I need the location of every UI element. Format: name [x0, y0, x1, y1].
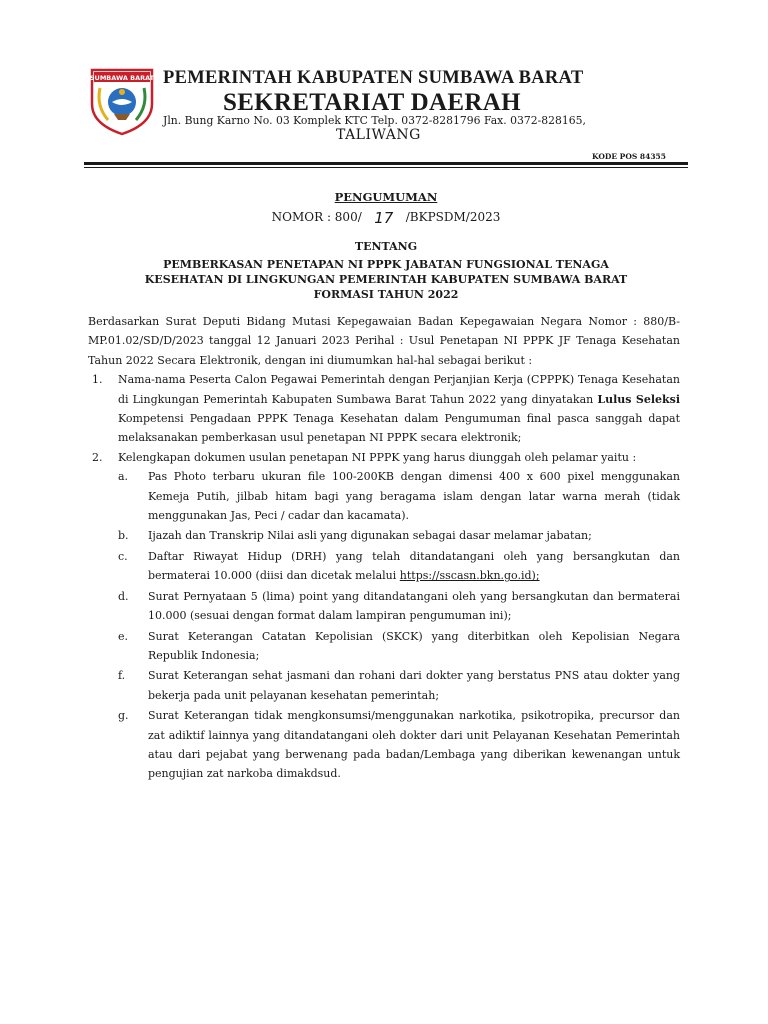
sub-list-item	[118, 666, 680, 705]
office-city: TALIWANG	[336, 127, 421, 143]
subject-line-2: KESEHATAN DI LINGKUNGAN PEMERINTAH KABUPATEN SUMBAWA BARAT	[144, 273, 628, 286]
government-name: PEMERINTAH KABUPATEN SUMBAWA BARAT	[163, 68, 584, 88]
sub-item-letter: c.	[118, 549, 128, 563]
list-item	[88, 448, 680, 784]
sub-item-text: Surat Keterangan sehat jasmani dan rohani dari dokter yang berstatus PNS atau dokter yang bekerja pada unit pelayanan kesehatan pemerintah;	[148, 669, 680, 702]
sub-item-letter: g.	[118, 709, 129, 723]
regency-logo	[86, 66, 158, 136]
item-number: 2.	[92, 450, 103, 464]
postal-code: KODE POS 84355	[592, 152, 666, 161]
sub-item-text: Surat Keterangan Catatan Kepolisian (SKCK) yang diterbitkan oleh Kepolisian Negara Republik Indonesia;	[148, 629, 680, 662]
sub-list-item	[118, 706, 680, 784]
announcement-number	[84, 207, 688, 225]
number-prefix: NOMOR : 800/	[271, 210, 362, 224]
main-list	[88, 370, 680, 784]
sub-item-text: Surat Keterangan tidak mengkonsumsi/menggunakan narkotika, psikotropika, precursor dan zat adiktif lainnya yang ditandatangani oleh dokter dari unit Pelayanan Kesehatan Pemerintah atau dari pejabat yang berwenang pada badan/Lembaga yang diberikan kewenangan untuk pengujian zat narkoba dimakdsud.	[148, 709, 680, 781]
sscasn-link[interactable]: https://sscasn.bkn.go.id);	[399, 569, 540, 583]
announcement-body	[88, 312, 680, 785]
list-item	[88, 370, 680, 448]
sub-item-letter: e.	[118, 629, 129, 643]
sub-list-item	[118, 587, 680, 626]
announcement-subject	[84, 257, 688, 302]
office-address: Jln. Bung Karno No. 03 Komplek KTC Telp. 0372-8281796 Fax. 0372-828165,	[163, 114, 586, 127]
svg-text:SUMBAWA BARAT: SUMBAWA BARAT	[89, 74, 155, 82]
item-text: Kelengkapan dokumen usulan penetapan NI PPPK yang harus diunggah oleh pelamar yaitu :	[118, 450, 637, 464]
sub-list-item	[118, 547, 680, 586]
letterhead-rule-thin	[84, 167, 688, 168]
sub-list-item	[118, 467, 680, 525]
requirements-list	[118, 467, 680, 784]
sub-item-text: Daftar Riwayat Hidup (DRH) yang telah ditandatangani oleh yang bersangkutan dan bermaterai 10.000 (diisi dan dicetak melalui	[148, 549, 680, 583]
intro-paragraph: Berdasarkan Surat Deputi Bidang Mutasi Kepegawaian Badan Kepegawaian Negara Nomor : 880/B-MP.01.02/SD/D/2023 tanggal 12 Januari 2023 Perihal : Usul Penetapan NI PPPK JF Tenaga Kesehatan Tahun 2022 Secara Elektronik, dengan ini diumumkan hal-hal sebagai berikut :	[88, 315, 680, 367]
sub-item-text: Surat Pernyataan 5 (lima) point yang ditandatangani oleh yang bersangkutan dan bermaterai 10.000 (sesuai dengan format dalam lampiran pengumuman ini);	[148, 589, 680, 623]
sub-list-item	[118, 526, 680, 545]
item-text: Kompetensi Pengadaan PPPK Tenaga Kesehatan dalam Pengumuman final pasca sanggah dapat melaksanakan pemberkasan usul penetapan NI PPPK secara elektronik;	[118, 412, 680, 445]
sub-item-text: Pas Photo terbaru ukuran file 100-200KB dengan dimensi 400 x 600 pixel menggunakan Kemeja Putih, jilbab hitam bagi yang beragama islam dengan latar warna merah (tidak menggunakan Jas, Peci / cadar dan kacamata).	[148, 470, 680, 523]
sub-item-letter: d.	[118, 589, 129, 603]
sub-list-item	[118, 627, 680, 666]
office-name: SEKRETARIAT DAERAH	[223, 89, 521, 116]
letterhead-rule-thick	[84, 162, 688, 165]
number-suffix: /BKPSDM/2023	[405, 210, 501, 224]
handwritten-number: 17	[374, 209, 394, 227]
tentang-label: TENTANG	[354, 240, 418, 253]
sub-item-letter: a.	[118, 470, 129, 484]
item-text-bold: Lulus Seleksi	[597, 392, 681, 406]
sub-item-letter: b.	[118, 529, 129, 543]
sub-item-letter: f.	[118, 669, 126, 683]
item-number: 1.	[92, 373, 103, 387]
subject-line-1: PEMBERKASAN PENETAPAN NI PPPK JABATAN FUNGSIONAL TENAGA	[163, 258, 609, 271]
subject-line-3: FORMASI TAHUN 2022	[313, 288, 459, 301]
item-text: Nama-nama Peserta Calon Pegawai Pemerintah dengan Perjanjian Kerja (CPPPK) Tenaga Kesehatan di Lingkungan Pemerintah Kabupaten Sumbawa Barat Tahun 2022 yang dinyatakan	[118, 373, 680, 406]
sub-item-text: Ijazah dan Transkrip Nilai asli yang digunakan sebagai dasar melamar jabatan;	[148, 529, 592, 543]
announcement-title: PENGUMUMAN	[334, 190, 438, 204]
